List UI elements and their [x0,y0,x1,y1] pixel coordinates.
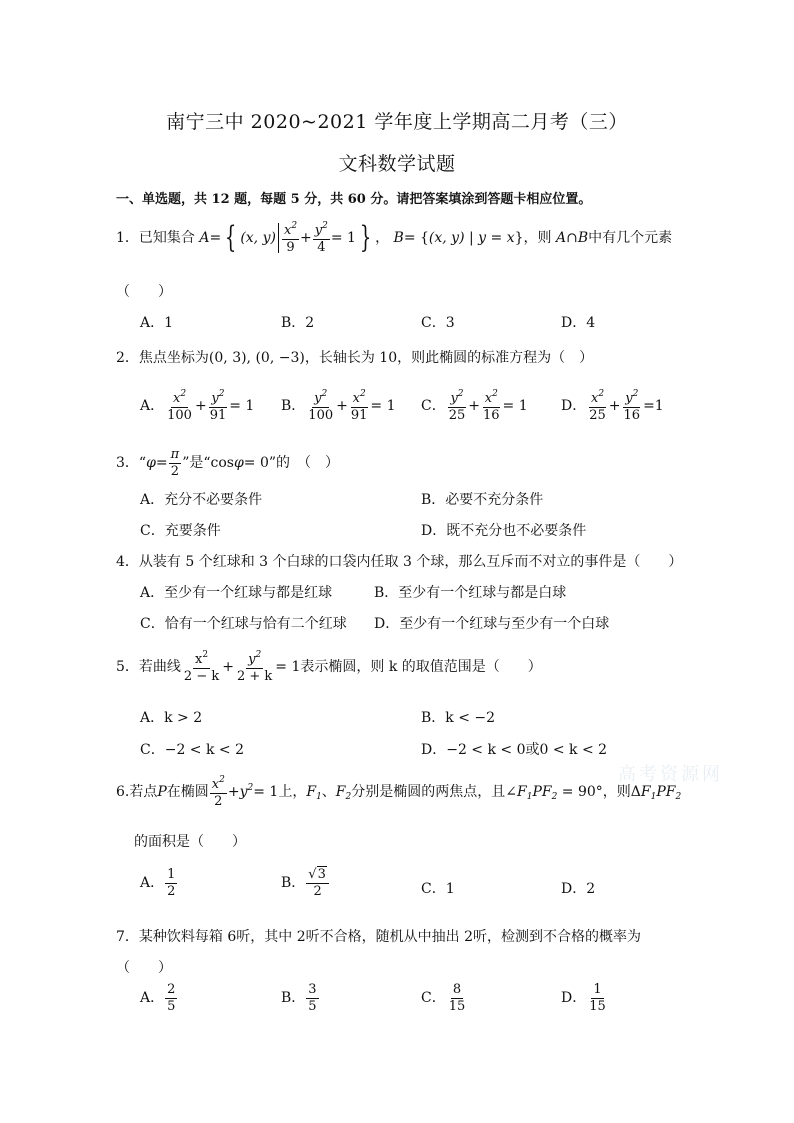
q4-option-c: C．恰有一个红球与恰有二个红球 [140,616,347,632]
question-text: 分别是椭圆的两焦点，且 [351,784,506,801]
q7-option-d: D． $\frac{1}{15}$ [561,982,606,1014]
question-text: ”是“cos [182,455,234,472]
question-text: 某种饮料每箱 6听，其中 2听不合格，随机从中抽出 2听，检测到不合格的概率为 [138,929,641,945]
question-text: 表示椭圆，则 k 的取值范围是（ ） [300,659,542,676]
q6-option-c: C．1 [421,881,455,897]
question-number: 3． [116,455,139,472]
q3-option-c: C．充要条件 [140,523,221,539]
question-text: “ [138,455,147,472]
phi-formula: φ= $\frac{\pi}{2}$ [146,447,180,479]
question-text: 中有几个元素 [588,230,673,247]
question-4 [116,551,682,571]
q2-option-a: A． $\frac{x^2}{100}$ + $\frac{y^2}{91}$ = 1 [140,389,255,423]
question-text: 若点 [129,784,158,801]
q3-option-a: A．充分不必要条件 [140,492,263,508]
curve-formula: $\frac{x^2}{2 - k}$ + $\frac{y^2}{2 + k}$ = 1 [183,650,301,684]
question-7-paren: （ ） [116,960,172,976]
watermark-text: 高考资源网 [618,764,723,785]
question-text: 从装有 5 个红球和 3 个白球的口袋内任取 3 个球，那么互斥而不对立的事件是（ ） [138,554,683,570]
q1-option-c: C．3 [421,315,455,331]
question-6-line2: 的面积是（ ） [134,834,246,850]
question-1-paren: （ ） [116,284,172,300]
question-text: ，则 [602,784,631,801]
q6-option-b: B． $\frac{√3}{2}$ [281,868,330,898]
q1-option-a: A．1 [140,315,174,331]
q5-option-b: B．k < −2 [421,710,496,726]
question-text: 上， [278,784,307,801]
question-number: 4． [116,554,139,570]
question-number: 5． [116,659,139,676]
question-6: 6.若点P在椭圆 $\frac{x^2}{2}$ $+y^2= 1$上，$F_1$、$F_2$分别是椭圆的两焦点，且$\angle F_1PF_2 = 90^\circ$，则$\Delta F_1PF_2$ [116,775,682,809]
set-b-formula: B= {(x, y) | y = x} [393,230,524,247]
q4-option-b: B．至少有一个红球与都是白球 [374,585,567,601]
q2-option-c: C． $\frac{y^2}{25}$ + $\frac{x^2}{16}$ = 1 [421,389,528,423]
q5-option-c: C．−2 < k < 2 [140,742,245,758]
exam-title: 南宁三中 2020~2021 学年度上学期高二月考（三） [166,111,628,133]
question-number: 1． [116,230,139,247]
ellipse-formula: $\frac{x^2}{2}$ $+y^2= 1$ [211,775,279,809]
q5-option-d: D．−2 < k < 0或0 < k < 2 [421,742,608,758]
intersection-formula: A∩B [555,230,589,247]
q7-option-a: A． $\frac{2}{5}$ [140,982,176,1014]
q7-option-b: B． $\frac{3}{5}$ [281,982,317,1014]
question-text: 已知集合 [138,230,195,247]
question-1 [116,222,672,254]
question-2 [116,347,593,367]
question-number: 2． [116,350,139,366]
focus-coords-formula: (0, 3), (0, −3) [208,350,305,366]
q1-option-b: B．2 [281,315,315,331]
question-text: 焦点坐标为 [138,350,209,366]
triangle-formula: $\Delta F_1PF_2$ [630,784,682,803]
q3-option-b: B．必要不充分条件 [421,492,544,508]
question-number: 6. [116,784,130,801]
question-text: = 0”的 （ ） [243,455,340,472]
q6-option-d: D．2 [561,881,596,897]
question-text: ，则 [523,230,552,247]
question-text: ， [375,230,390,247]
question-text: 若曲线 [138,659,181,676]
q2-option-b: B． $\frac{y^2}{100}$ + $\frac{x^2}{91}$ = 1 [281,389,396,423]
q4-option-d: D．至少有一个红球与至少有一个白球 [374,616,610,632]
question-text: ，长轴长为 10，则此椭圆的标准方程为（ ） [304,350,594,366]
q1-option-d: D．4 [561,315,596,331]
question-5 [116,651,542,683]
angle-formula: $\angle F_1PF_2 = 90^\circ$ [505,784,603,803]
q6-option-a: A． $\frac{1}{2}$ [140,867,176,899]
set-a-formula: A= { (x, y) $\frac{x^2}{9}$ + $\frac{y^2}{4}$ = 1 } [199,220,372,256]
section-heading: 一、单选题，共 12 题，每题 5 分，共 60 分。请把答案填涂到答题卡相应位置。 [116,192,592,207]
question-3: 3．“φ= $\frac{\pi}{2}$ ”是“cosφ= 0”的 （ ） [116,447,340,479]
q3-option-d: D．既不充分也不必要条件 [421,523,587,539]
question-text: 在椭圆 [166,784,209,801]
question-7 [116,926,641,946]
q5-option-a: A．k > 2 [140,710,203,726]
q2-option-d: D． $\frac{x^2}{25}$ + $\frac{y^2}{16}$ =1 [561,389,664,423]
q4-option-a: A．至少有一个红球与都是红球 [140,585,333,601]
question-number: 7． [116,929,139,945]
exam-subtitle: 文科数学试题 [338,153,456,175]
q7-option-c: C． $\frac{8}{15}$ [421,982,466,1014]
